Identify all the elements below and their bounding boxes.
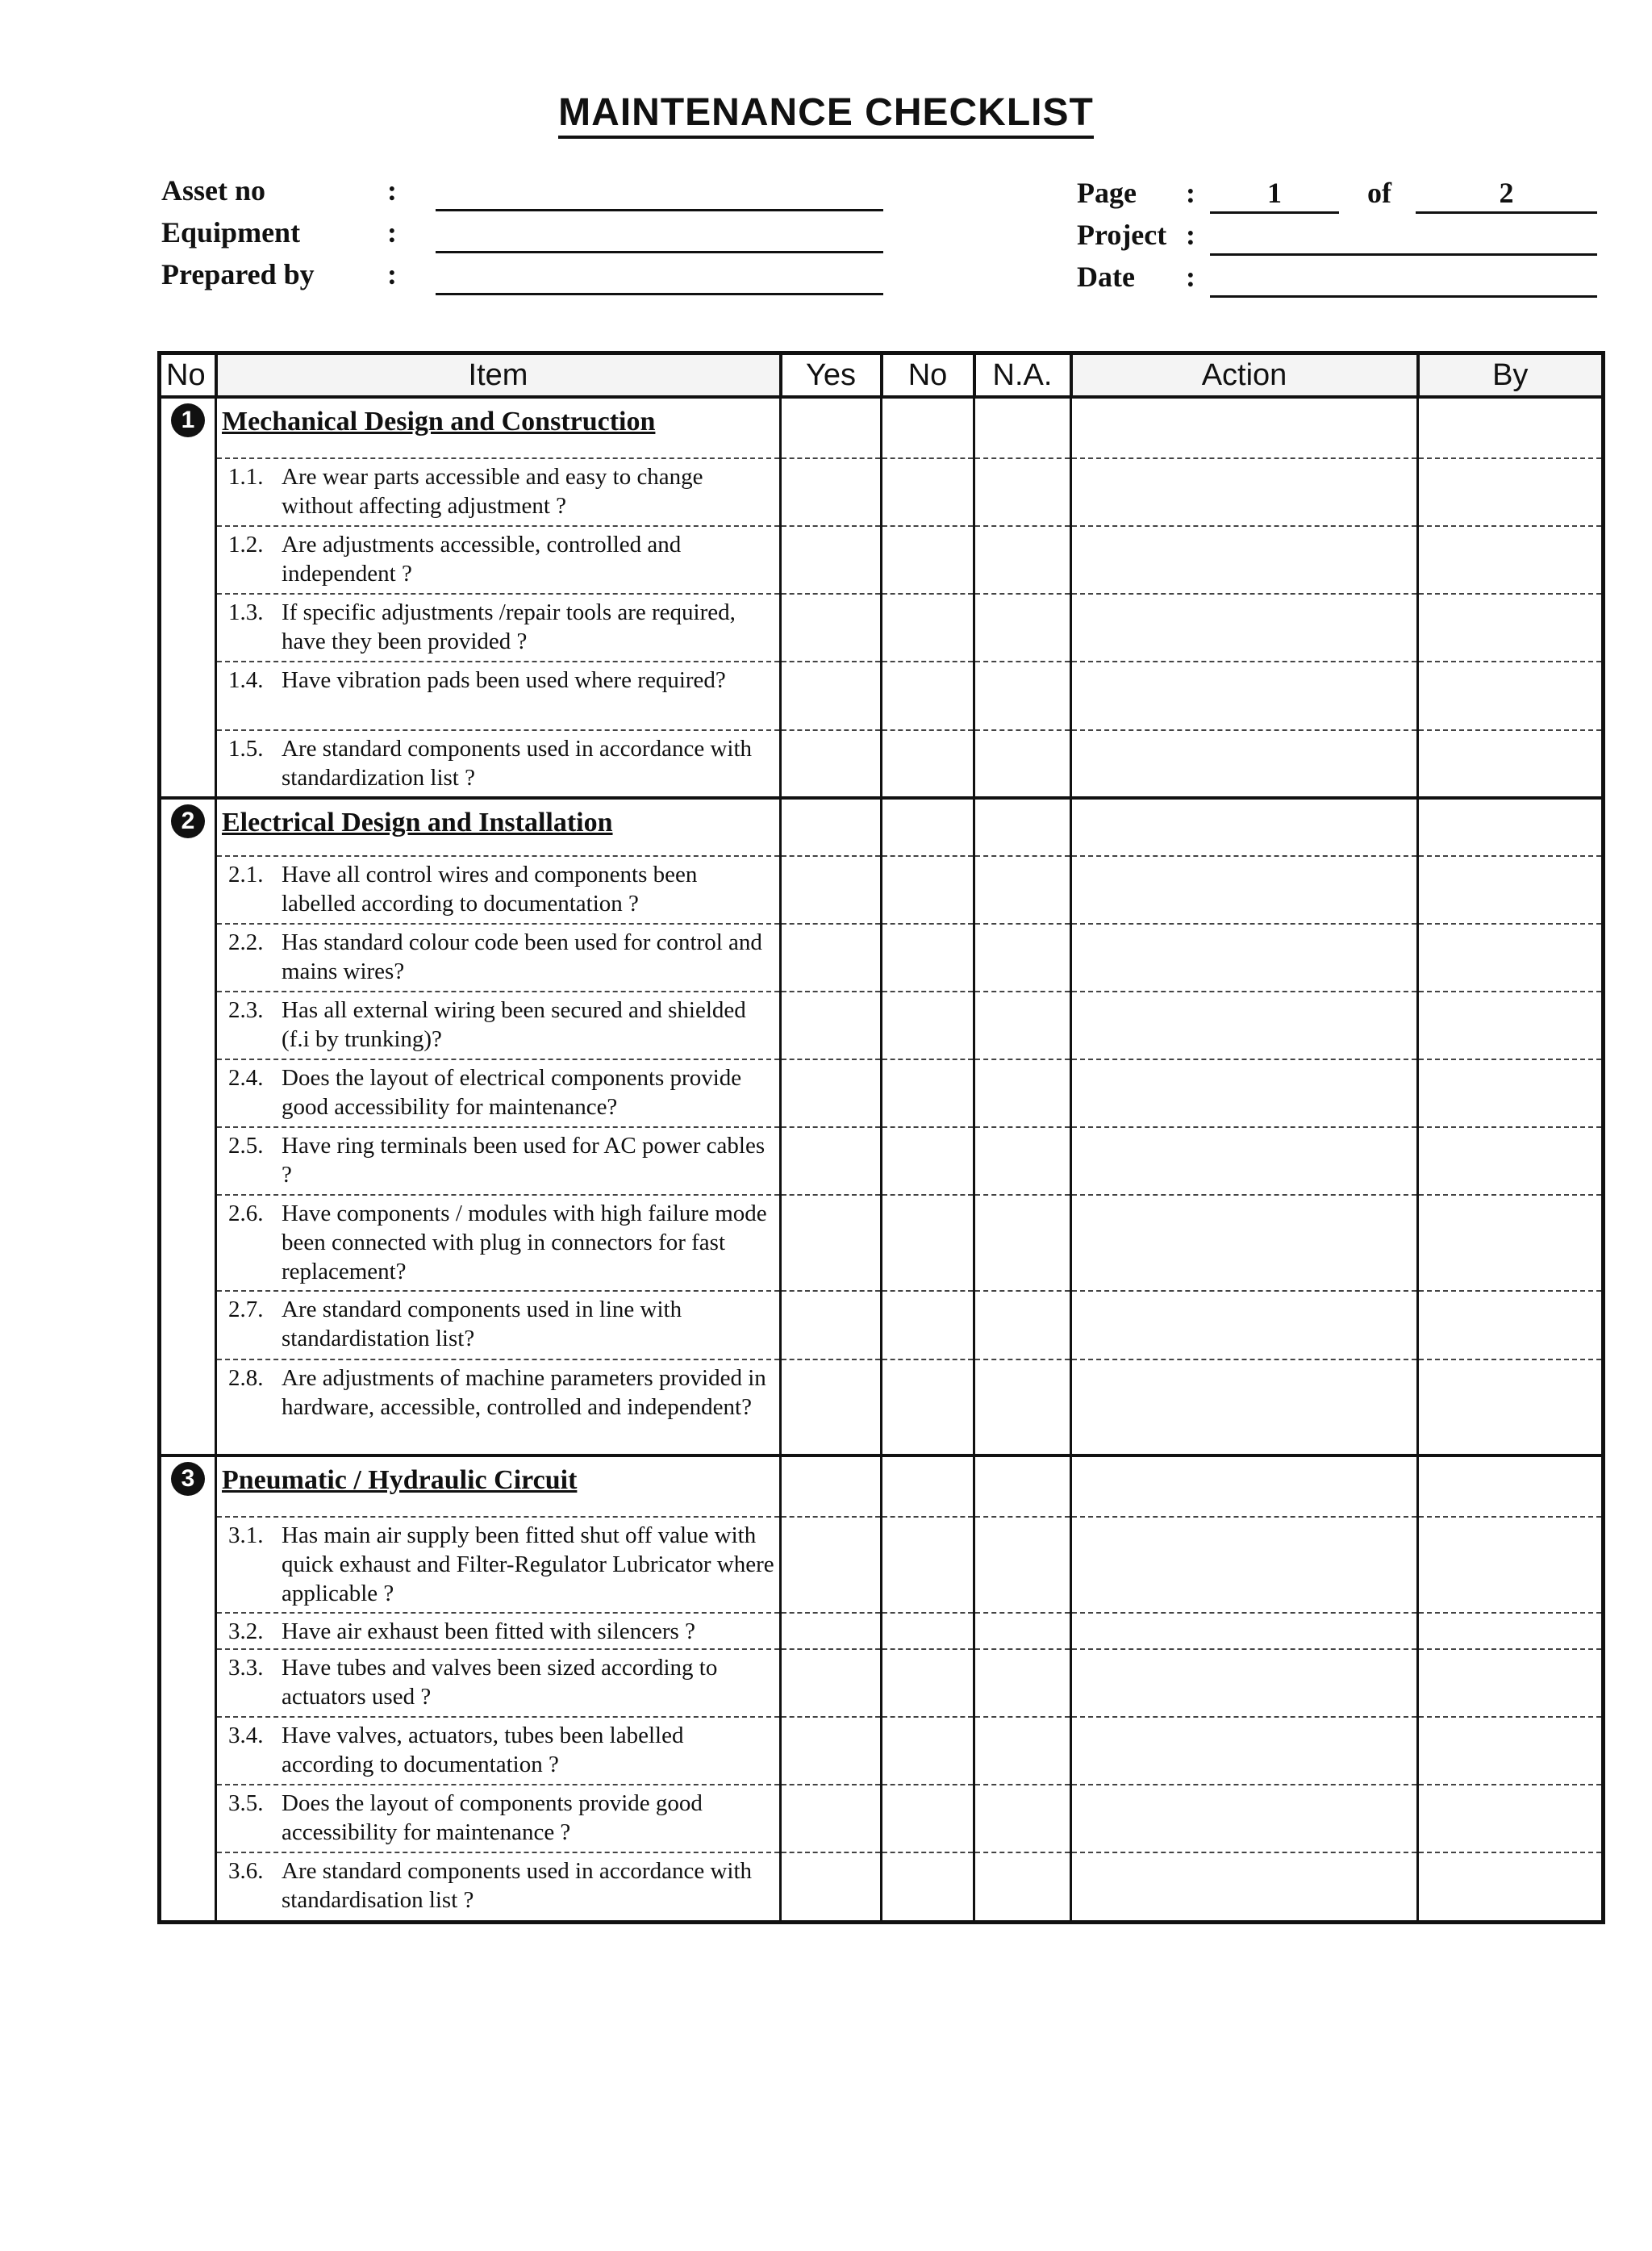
na-cell[interactable] [974,1649,1071,1717]
col-header-yes: Yes [781,353,882,398]
table-row [160,1852,1604,1922]
page-label: Page [1077,177,1137,209]
question-cell [216,1717,781,1785]
table-row [160,1785,1604,1852]
table-row [160,1517,1604,1613]
page-number-field[interactable]: 1 [1210,176,1339,214]
yes-cell[interactable] [781,730,882,798]
na-cell[interactable] [974,662,1071,729]
na-cell[interactable] [974,924,1071,992]
question [217,459,779,520]
question-text: Has all external wiring been secured and shielded (f.i by trunking)? [282,996,746,1052]
colon: : [387,174,397,207]
question-text: Does the layout of components provide good accessibility for maintenance ? [282,1790,703,1846]
question [217,1292,779,1353]
question-cell [216,856,781,924]
section-row [160,798,1604,856]
no-cell[interactable] [882,1717,974,1785]
by-cell[interactable] [1418,1059,1604,1127]
question-number: 1.5. [228,735,264,762]
no-cell[interactable] [882,730,974,798]
question-cell [216,1359,781,1455]
na-cell[interactable] [974,798,1071,856]
question-number: 1.4. [228,667,264,694]
no-cell[interactable] [882,1291,974,1359]
section-number-cell [160,1455,216,1923]
table-row [160,1195,1604,1291]
equipment-label: Equipment [161,216,301,248]
checklist-body [160,397,1604,1923]
section-title: Pneumatic / Hydraulic Circuit [222,1464,578,1495]
question-text: Has standard colour code been used for control and mains wires? [282,929,762,984]
na-cell[interactable] [974,1613,1071,1649]
yes-cell[interactable] [781,1717,882,1785]
question-text: Have components / modules with high failure mode been connected with plug in connectors for fast replacement? [282,1201,767,1285]
question-cell [216,662,781,729]
no-cell[interactable] [882,1517,974,1613]
question-text: Has main air supply been fitted shut off value with quick exhaust and Filter-Regulator Lubricator where applicable ? [282,1522,774,1606]
na-cell[interactable] [974,397,1071,458]
yes-cell[interactable] [781,798,882,856]
question-number: 1.1. [228,463,264,490]
question-cell [216,1785,781,1852]
equipment-field[interactable] [436,215,883,253]
of-label: of [1367,177,1391,209]
action-cell[interactable] [1071,924,1418,992]
question [217,731,779,792]
colon: : [387,258,397,290]
question [217,992,779,1054]
prepared-by-field[interactable] [436,257,883,295]
table-row [160,526,1604,594]
section-title-cell [216,1455,781,1517]
action-cell[interactable] [1071,1359,1418,1455]
col-header-no-answer: No [882,353,974,398]
no-cell[interactable] [882,992,974,1059]
by-cell[interactable] [1418,1785,1604,1852]
no-cell[interactable] [882,1785,974,1852]
section-row [160,1455,1604,1517]
table-row [160,856,1604,924]
question-cell [216,1852,781,1922]
question-cell [216,1649,781,1717]
question [217,1128,779,1189]
no-cell[interactable] [882,1059,974,1127]
yes-cell[interactable] [781,1059,882,1127]
question-text: Are wear parts accessible and easy to change without affecting adjustment ? [282,463,703,519]
section-number-cell [160,397,216,798]
action-cell[interactable] [1071,1785,1418,1852]
na-cell[interactable] [974,730,1071,798]
no-cell[interactable] [882,1359,974,1455]
yes-cell[interactable] [781,1785,882,1852]
question-text: If specific adjustments /repair tools are required, have they been provided ? [282,599,736,655]
action-cell[interactable] [1071,458,1418,526]
na-cell[interactable] [974,1785,1071,1852]
action-cell[interactable] [1071,798,1418,856]
page-total-field[interactable]: 2 [1416,176,1597,214]
yes-cell[interactable] [781,992,882,1059]
by-cell[interactable] [1418,662,1604,729]
yes-cell[interactable] [781,594,882,662]
question-cell [216,730,781,798]
question-number: 2.3. [228,996,264,1023]
question-number: 3.6. [228,1858,264,1885]
na-cell[interactable] [974,526,1071,594]
table-row [160,458,1604,526]
section-title: Mechanical Design and Construction [222,407,656,436]
question-cell [216,1127,781,1195]
by-cell[interactable] [1418,798,1604,856]
na-cell[interactable] [974,594,1071,662]
question [217,595,779,656]
no-cell[interactable] [882,1613,974,1649]
action-cell[interactable] [1071,1613,1418,1649]
na-cell[interactable] [974,1195,1071,1291]
asset-no-field[interactable] [436,173,883,211]
yes-cell[interactable] [781,924,882,992]
question-text: Are standard components used in accordance with standardization list ? [282,735,753,791]
by-cell[interactable] [1418,1517,1604,1613]
by-cell[interactable] [1418,1717,1604,1785]
page-title-text: MAINTENANCE CHECKLIST [558,91,1094,139]
table-row [160,594,1604,662]
action-cell[interactable] [1071,992,1418,1059]
checklist-table [157,351,1605,1924]
na-cell[interactable] [974,1359,1071,1455]
table-row [160,1613,1604,1649]
na-cell[interactable] [974,1717,1071,1785]
section-title-cell [216,397,781,458]
yes-cell[interactable] [781,1649,882,1717]
col-header-no: No [160,353,216,398]
question [217,857,779,918]
section-row [160,397,1604,458]
section-number-cell [160,798,216,1455]
date-label: Date [1077,261,1135,293]
action-cell[interactable] [1071,1455,1418,1517]
by-cell[interactable] [1418,397,1604,458]
by-cell[interactable] [1418,526,1604,594]
yes-cell[interactable] [781,397,882,458]
colon: : [387,216,397,248]
action-cell[interactable] [1071,662,1418,729]
question [217,1853,779,1915]
header-right [1077,176,1609,297]
question-cell [216,1517,781,1613]
question [217,1360,779,1422]
no-cell[interactable] [882,458,974,526]
col-header-by: By [1418,353,1604,398]
question-number: 1.2. [228,532,264,558]
project-label: Project [1077,219,1167,251]
action-cell[interactable] [1071,730,1418,798]
question-number: 2.6. [228,1201,264,1227]
question [217,1718,779,1779]
question-text: Have air exhaust been fitted with silencers ? [282,1618,695,1644]
question-text: Have tubes and valves been sized according to actuators used ? [282,1654,718,1710]
yes-cell[interactable] [781,1127,882,1195]
action-cell[interactable] [1071,1852,1418,1922]
action-cell[interactable] [1071,856,1418,924]
yes-cell[interactable] [781,662,882,729]
question [217,1196,779,1286]
table-row [160,662,1604,729]
question-cell [216,1613,781,1649]
table-row [160,730,1604,798]
yes-cell[interactable] [781,1517,882,1613]
table-header-row [160,353,1604,398]
yes-cell[interactable] [781,458,882,526]
by-cell[interactable] [1418,924,1604,992]
section-number-badge: 1 [171,403,205,437]
col-header-item: Item [216,353,781,398]
no-cell[interactable] [882,397,974,458]
question-text: Have vibration pads been used where required? [282,667,726,694]
by-cell[interactable] [1418,594,1604,662]
question-text: Are adjustments of machine parameters provided in hardware, accessible, controlled and independent? [282,1364,766,1420]
question-text: Does the layout of electrical components provide good accessibility for maintenance? [282,1065,742,1121]
question-text: Have valves, actuators, tubes been labelled according to documentation ? [282,1722,684,1777]
question [217,662,779,695]
yes-cell[interactable] [781,1291,882,1359]
action-cell[interactable] [1071,397,1418,458]
question-number: 3.4. [228,1722,264,1748]
no-cell[interactable] [882,1127,974,1195]
yes-cell[interactable] [781,1613,882,1649]
question-number: 3.2. [228,1618,264,1644]
action-cell[interactable] [1071,1649,1418,1717]
question-number: 1.3. [228,599,264,626]
date-field[interactable] [1210,260,1597,298]
na-cell[interactable] [974,1455,1071,1517]
yes-cell[interactable] [781,1359,882,1455]
question-cell [216,1059,781,1127]
question-cell [216,1195,781,1291]
table-row [160,1127,1604,1195]
no-cell[interactable] [882,1195,974,1291]
section-number-badge: 2 [171,804,205,838]
question-text: Are adjustments accessible, controlled and independent ? [282,532,682,587]
question-cell [216,992,781,1059]
action-cell[interactable] [1071,1717,1418,1785]
by-cell[interactable] [1418,992,1604,1059]
table-row [160,1649,1604,1717]
col-header-action: Action [1071,353,1418,398]
no-cell[interactable] [882,1852,974,1922]
action-cell[interactable] [1071,594,1418,662]
by-cell[interactable] [1418,730,1604,798]
no-cell[interactable] [882,1649,974,1717]
page-title [0,90,1652,135]
yes-cell[interactable] [781,526,882,594]
yes-cell[interactable] [781,856,882,924]
project-field[interactable] [1210,218,1597,256]
by-cell[interactable] [1418,1852,1604,1922]
by-cell[interactable] [1418,1195,1604,1291]
by-cell[interactable] [1418,1649,1604,1717]
yes-cell[interactable] [781,1852,882,1922]
table-row [160,924,1604,992]
question-text: Have ring terminals been used for AC power cables ? [282,1133,766,1188]
action-cell[interactable] [1071,1291,1418,1359]
question-number: 3.5. [228,1790,264,1817]
question-number: 3.1. [228,1522,264,1548]
no-cell[interactable] [882,924,974,992]
asset-no-label: Asset no [161,174,266,207]
question-number: 3.3. [228,1654,264,1681]
action-cell[interactable] [1071,1195,1418,1291]
section-number-badge: 3 [171,1462,205,1496]
no-cell[interactable] [882,1455,974,1517]
na-cell[interactable] [974,1517,1071,1613]
by-cell[interactable] [1418,856,1604,924]
by-cell[interactable] [1418,458,1604,526]
no-cell[interactable] [882,526,974,594]
table-row [160,1359,1604,1455]
question [217,1518,779,1608]
col-header-na: N.A. [974,353,1071,398]
na-cell[interactable] [974,1127,1071,1195]
table-row [160,1717,1604,1785]
action-cell[interactable] [1071,1517,1418,1613]
prepared-by-label: Prepared by [161,258,315,290]
na-cell[interactable] [974,1059,1071,1127]
section-title-cell [216,798,781,856]
colon: : [1186,261,1195,293]
question [217,1060,779,1121]
na-cell[interactable] [974,1291,1071,1359]
table-row [160,1291,1604,1359]
na-cell[interactable] [974,458,1071,526]
by-cell[interactable] [1418,1359,1604,1455]
yes-cell[interactable] [781,1195,882,1291]
colon: : [1186,177,1195,209]
by-cell[interactable] [1418,1127,1604,1195]
question-cell [216,526,781,594]
na-cell[interactable] [974,1852,1071,1922]
action-cell[interactable] [1071,526,1418,594]
question [217,527,779,588]
question-number: 2.2. [228,929,264,955]
table-row [160,992,1604,1059]
question-text: Are standard components used in line with standardistation list? [282,1297,682,1352]
table-row [160,1059,1604,1127]
question-number: 2.4. [228,1065,264,1092]
no-cell[interactable] [882,594,974,662]
section-title: Electrical Design and Installation [222,807,613,837]
question [217,1785,779,1847]
question-number: 2.1. [228,861,264,887]
action-cell[interactable] [1071,1059,1418,1127]
question [217,1614,779,1646]
action-cell[interactable] [1071,1127,1418,1195]
question-cell [216,924,781,992]
question [217,925,779,986]
question-text: Have all control wires and components been labelled according to documentation ? [282,861,698,917]
question-cell [216,594,781,662]
question-text: Are standard components used in accordance with standardisation list ? [282,1858,753,1914]
question-cell [216,1291,781,1359]
header-left [161,173,887,294]
by-cell[interactable] [1418,1455,1604,1517]
by-cell[interactable] [1418,1613,1604,1649]
question-number: 2.7. [228,1297,264,1323]
question-cell [216,458,781,526]
na-cell[interactable] [974,856,1071,924]
by-cell[interactable] [1418,1291,1604,1359]
no-cell[interactable] [882,798,974,856]
no-cell[interactable] [882,662,974,729]
question-number: 2.8. [228,1364,264,1391]
yes-cell[interactable] [781,1455,882,1517]
colon: : [1186,219,1195,251]
question-number: 2.5. [228,1133,264,1159]
na-cell[interactable] [974,992,1071,1059]
question [217,1650,779,1711]
no-cell[interactable] [882,856,974,924]
